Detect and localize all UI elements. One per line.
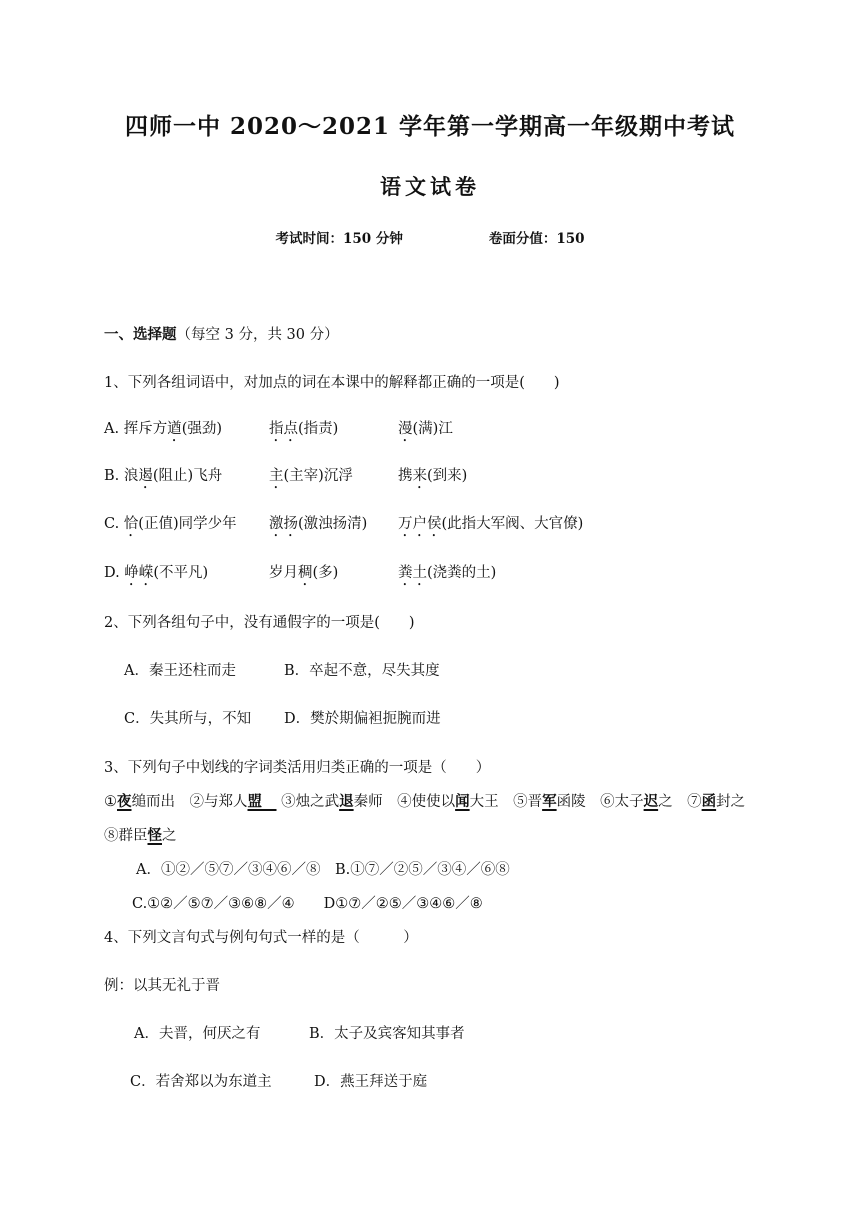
- underlined-word: 夜: [117, 793, 132, 810]
- option-text: (此指大军阀、大官僚): [441, 516, 584, 532]
- dotted-word: 主: [269, 468, 284, 484]
- option-letter: C.: [104, 516, 120, 532]
- underlined-word: 军: [542, 793, 557, 810]
- option-letter: B.: [104, 468, 120, 484]
- dotted-word: 粪土: [398, 565, 427, 581]
- option-text: (主宰)沉浮: [283, 468, 353, 484]
- underlined-word: 盟: [247, 793, 277, 810]
- question-2-option-c: C．失其所与，不知: [124, 711, 252, 727]
- option-text: (阻止)飞舟: [152, 468, 223, 484]
- question-4-stem: 4、下列文言句式与例句句式一样的是（ ）: [104, 930, 418, 946]
- section-note: （每空 3 分，共 30 分）: [176, 327, 339, 343]
- option-text: (满)江: [412, 421, 453, 437]
- question-4-option-d: D．燕王拜送于庭: [314, 1074, 428, 1090]
- question-2-option-d: D．樊於期偏袒扼腕而进: [284, 711, 441, 727]
- question-3-stem: 3、下列句子中划线的字词类活用归类正确的一项是（ ）: [104, 760, 491, 776]
- option-text: 浪: [123, 468, 139, 484]
- item: ③烛之武退秦师: [281, 793, 398, 810]
- dotted-word: 遒: [167, 421, 182, 437]
- option-text: (到来): [427, 468, 468, 484]
- dotted-word: 指点: [269, 421, 298, 437]
- option-text: (多): [312, 565, 339, 581]
- exam-subtitle: 语文试卷: [380, 174, 480, 199]
- item: ⑦函封之: [687, 793, 746, 810]
- exam-score: 卷面分值：150: [488, 231, 585, 247]
- option-text: 挥斥方: [123, 421, 168, 437]
- dotted-word: 万户侯: [398, 516, 442, 532]
- dotted-word: 峥嵘: [124, 565, 154, 581]
- exam-time: 考试时间：150 分钟: [275, 231, 403, 247]
- option-text: 岁月: [269, 565, 298, 581]
- option-text: (不平凡): [153, 565, 209, 581]
- dotted-word: 遏: [138, 468, 153, 484]
- option-text: (浇粪的土): [427, 565, 497, 581]
- question-1-stem: 1、下列各组词语中，对加点的词在本课中的解释都正确的一项是( ): [104, 375, 560, 391]
- option-text: (正值)同学少年: [138, 516, 237, 532]
- item: ⑤晋军函陵: [513, 793, 601, 810]
- option-text: (激浊扬清): [298, 516, 368, 532]
- dotted-word: 激扬: [269, 516, 298, 532]
- dotted-word: 恰: [123, 516, 139, 532]
- option-text: (强劲): [181, 421, 223, 437]
- question-4-option-c: C．若舍郑以为东道主: [130, 1074, 272, 1090]
- option-text: 携: [398, 468, 413, 484]
- question-3-options-row-2: C.①②／⑤⑦／③⑥⑧／④ D①⑦／②⑤／③④⑥／⑧: [132, 896, 483, 912]
- option-letter: A.: [104, 421, 120, 437]
- underlined-word: 闻: [455, 793, 470, 810]
- item: ④使使以闻大王: [397, 793, 514, 810]
- question-2-stem: 2、下列各组句子中，没有通假字的一项是( ): [104, 615, 415, 631]
- exam-title: 四师一中 2020～2021 学年第一学期高一年级期中考试: [124, 113, 736, 140]
- question-4-option-b: B．太子及宾客知其事者: [309, 1026, 465, 1042]
- item: ①夜缒而出: [104, 793, 190, 810]
- underlined-word: 退: [339, 793, 354, 810]
- question-4-option-a: A．夫晋，何厌之有: [134, 1026, 261, 1042]
- item: ⑥太子迟之: [600, 793, 688, 810]
- dotted-word: 漫: [398, 421, 413, 437]
- item: ②与郑人盟: [189, 793, 277, 810]
- dotted-word: 稠: [298, 565, 313, 581]
- question-2-option-a: A．秦王还柱而走: [124, 663, 236, 679]
- exam-info: [0, 229, 860, 249]
- dotted-word: 来: [412, 468, 427, 484]
- underlined-word: 迟: [643, 793, 659, 810]
- question-4-example: 例：以其无礼于晋: [104, 978, 220, 994]
- question-3-options-row-1: A．①②／⑤⑦／③④⑥／⑧ B.①⑦／②⑤／③④／⑥⑧: [136, 862, 510, 878]
- question-3-items: [104, 792, 745, 812]
- underlined-word: 函: [701, 793, 717, 810]
- underlined-word: 怪: [147, 827, 162, 844]
- option-letter: D.: [104, 565, 120, 581]
- question-3-item-8: ⑧群臣怪之: [104, 827, 177, 844]
- section-heading: [104, 325, 339, 345]
- section-title: 一、选择题: [104, 326, 177, 343]
- option-text: (指责): [298, 421, 339, 437]
- question-2-option-b: B．卒起不意，尽失其度: [284, 663, 440, 679]
